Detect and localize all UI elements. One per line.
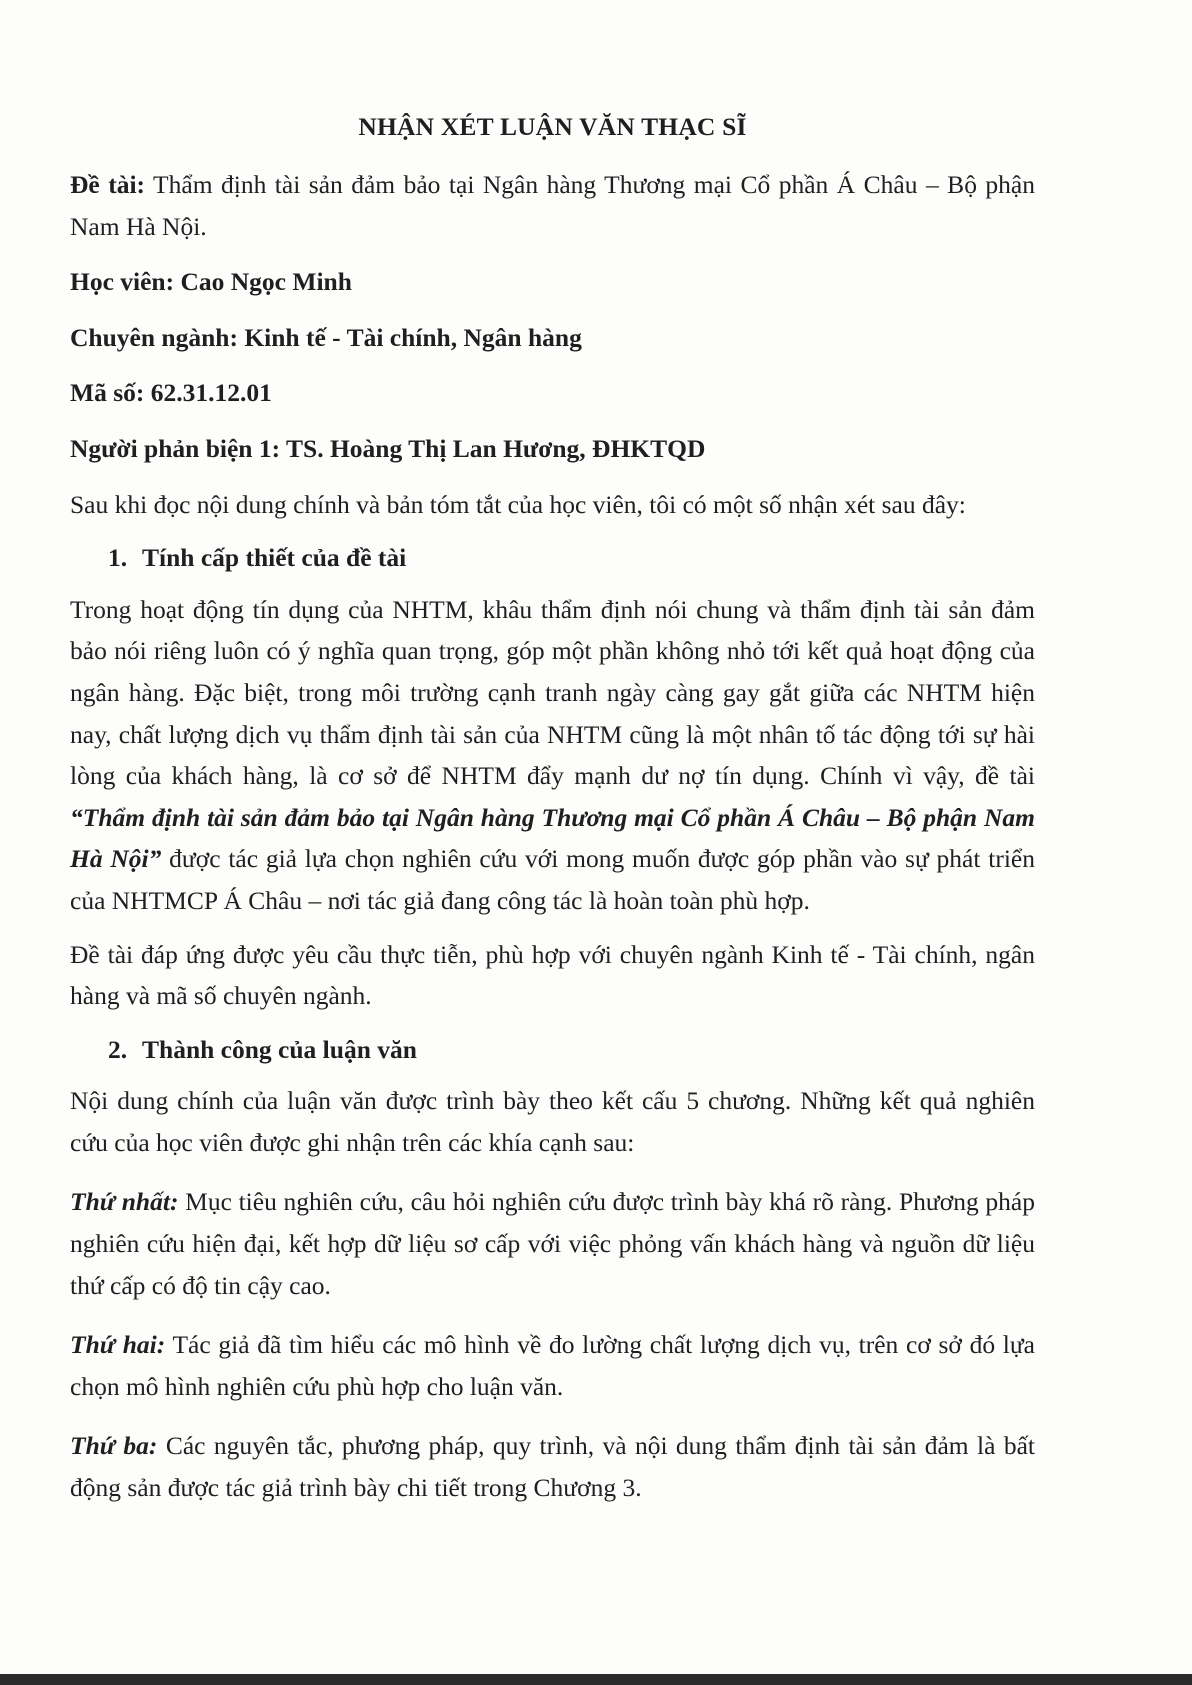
third-point-text: Các nguyên tắc, phương pháp, quy trình, và nội dung thẩm định tài sản đảm là bất động sản được tác giả trình bày chi tiết trong Chương 3. — [70, 1431, 1035, 1503]
section-1-title: Tính cấp thiết của đề tài — [142, 543, 407, 573]
topic-line — [70, 164, 1035, 247]
document-title: NHẬN XÉT LUẬN VĂN THẠC SĨ — [358, 112, 747, 141]
section-1-paragraph-1 — [70, 589, 1035, 922]
third-point — [70, 1425, 1035, 1508]
major-line: Chuyên ngành: Kinh tế - Tài chính, Ngân hàng — [70, 322, 582, 352]
first-point — [70, 1181, 1035, 1306]
reviewer-line: Người phản biện 1: TS. Hoàng Thị Lan Hương, ĐHKTQD — [70, 433, 706, 463]
intro-paragraph: Sau khi đọc nội dung chính và bản tóm tắt của học viên, tôi có một số nhận xét sau đây: — [70, 489, 966, 519]
section-2-number: 2. — [108, 1034, 128, 1064]
third-point-label: Thứ ba: — [70, 1431, 158, 1461]
student-line: Học viên: Cao Ngọc Minh — [70, 267, 352, 297]
first-point-label: Thứ nhất: — [70, 1187, 179, 1217]
document-body — [70, 112, 1035, 1521]
second-point — [70, 1324, 1035, 1407]
first-point-text: Mục tiêu nghiên cứu, câu hỏi nghiên cứu được trình bày khá rõ ràng. Phương pháp nghiên cứu hiện đại, kết hợp dữ liệu sơ cấp với việc phỏng vấn khách hàng và nguồn dữ liệu thứ cấp có độ tin cậy cao. — [70, 1187, 1035, 1300]
section-2-title: Thành công của luận văn — [142, 1034, 417, 1064]
section-1-paragraph-2: Đề tài đáp ứng được yêu cầu thực tiễn, phù hợp với chuyên ngành Kinh tế - Tài chính, ngân hàng và mã số chuyên ngành. — [70, 939, 1035, 1011]
section-1-text-a: Trong hoạt động tín dụng của NHTM, khâu thẩm định nói chung và thẩm định tài sản đảm bảo nói riêng luôn có ý nghĩa quan trọng, góp một phần không nhỏ tới kết quả hoạt động của ngân hàng. Đặc biệt, trong môi trường cạnh tranh ngày càng gay gắt giữa các NHTM hiện nay, chất lượng dịch vụ thẩm định tài sản của NHTM cũng là một nhân tố tác động tới sự hài lòng của khách hàng, là cơ sở để NHTM đẩy mạnh dư nợ tín dụng. Chính vì vậy, đề tài — [70, 594, 1035, 791]
section-1-thesis-title: “Thẩm định tài sản đảm bảo tại Ngân hàng Thương mại Cổ phần Á Châu – Bộ phận Nam Hà Nội” — [70, 802, 1035, 874]
section-2-heading — [70, 1029, 1035, 1071]
second-point-label: Thứ hai: — [70, 1330, 166, 1360]
topic-value: Thẩm định tài sản đảm bảo tại Ngân hàng Thương mại Cổ phần Á Châu – Bộ phận Nam Hà Nội. — [70, 170, 1035, 241]
section-1-number: 1. — [108, 543, 128, 573]
section-2-paragraph-1: Nội dung chính của luận văn được trình bày theo kết cấu 5 chương. Những kết quả nghiên cứu của học viên được ghi nhận trên các khía cạnh sau: — [70, 1086, 1035, 1157]
section-1-heading — [70, 537, 1035, 579]
topic-label: Đề tài: — [70, 170, 146, 199]
section-1-text-b: được tác giả lựa chọn nghiên cứu với mong muốn được góp phần vào sự phát triển của NHTMCP Á Châu – nơi tác giả đang công tác là hoàn toàn phù hợp. — [70, 844, 1035, 915]
second-point-text: Tác giả đã tìm hiểu các mô hình về đo lường chất lượng dịch vụ, trên cơ sở đó lựa chọn mô hình nghiên cứu phù hợp cho luận văn. — [70, 1330, 1036, 1401]
code-line: Mã số: 62.31.12.01 — [70, 378, 272, 408]
scan-bottom-edge — [0, 1674, 1192, 1685]
